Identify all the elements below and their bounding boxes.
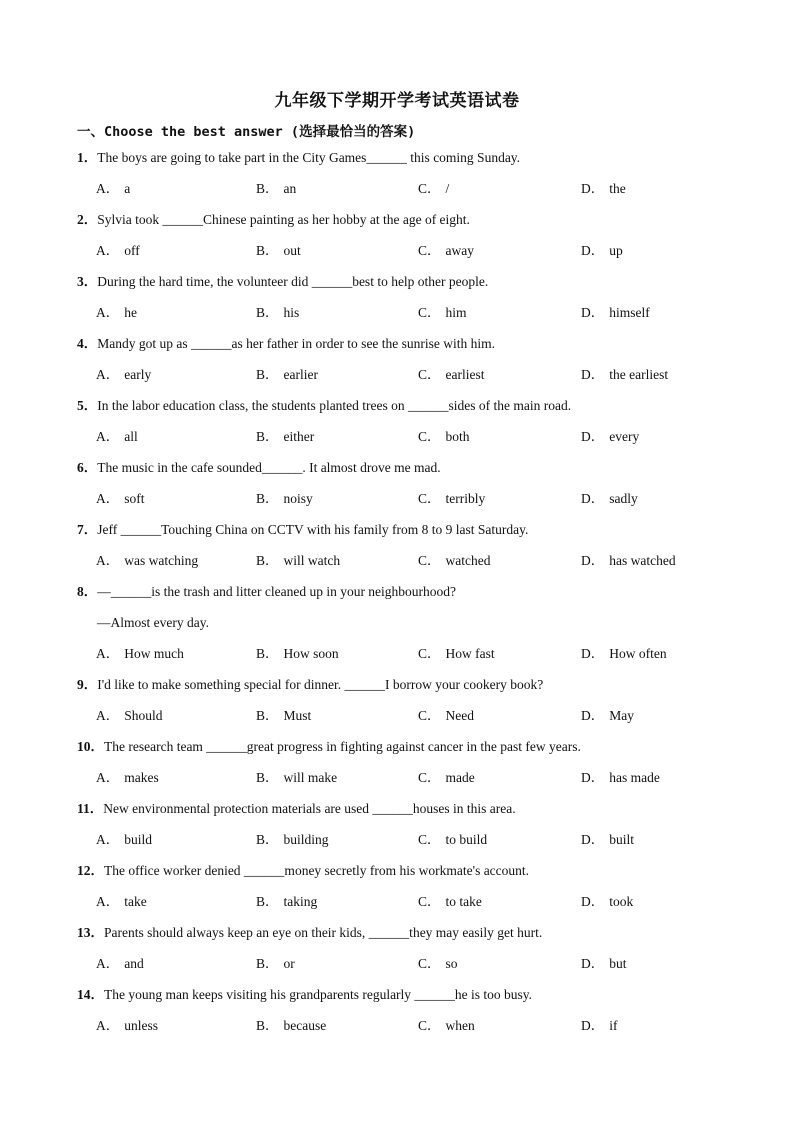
option-letter: D． — [581, 1018, 605, 1033]
answer-option — [96, 762, 159, 793]
question-number: 5． — [77, 398, 98, 413]
option-text: build — [124, 832, 153, 847]
option-letter: A． — [96, 553, 120, 568]
question-list — [0, 142, 794, 1041]
answer-option — [256, 948, 295, 979]
answer-option — [256, 824, 329, 855]
answer-option — [96, 1010, 158, 1041]
option-text: when — [445, 1018, 475, 1033]
question-number: 2． — [77, 212, 98, 227]
option-letter: A． — [96, 491, 120, 506]
question-stem — [0, 731, 794, 762]
answer-option — [96, 173, 130, 204]
option-text: and — [124, 956, 144, 971]
question-text: Mandy got up as ______as her father in order to see the sunrise with him. — [97, 336, 496, 351]
answer-option — [418, 545, 491, 576]
option-text: sadly — [609, 491, 638, 506]
question-stem — [0, 204, 794, 235]
question-stem — [0, 328, 794, 359]
option-letter: A． — [96, 243, 120, 258]
option-text: early — [124, 367, 152, 382]
option-letter: D． — [581, 367, 605, 382]
question-text: The music in the cafe sounded______. It almost drove me mad. — [97, 460, 441, 475]
answer-option — [418, 359, 485, 390]
option-letter: D． — [581, 305, 605, 320]
option-letter: B． — [256, 305, 279, 320]
option-letter: D． — [581, 491, 605, 506]
question-text: The young man keeps visiting his grandparents regularly ______he is too busy. — [104, 987, 533, 1002]
answer-option — [96, 948, 144, 979]
option-letter: D． — [581, 243, 605, 258]
answer-option — [581, 235, 623, 266]
option-row — [0, 700, 794, 731]
option-letter: C． — [418, 1018, 441, 1033]
option-text: the — [609, 181, 626, 196]
option-letter: B． — [256, 553, 279, 568]
answer-option — [581, 359, 668, 390]
option-text: both — [445, 429, 470, 444]
option-letter: D． — [581, 646, 605, 661]
answer-option — [581, 762, 660, 793]
option-text: makes — [124, 770, 159, 785]
answer-option — [96, 700, 163, 731]
question-number: 14． — [77, 987, 104, 1002]
option-letter: C． — [418, 832, 441, 847]
option-row — [0, 545, 794, 576]
option-text: to build — [445, 832, 488, 847]
option-text: himself — [609, 305, 650, 320]
question-stem — [0, 669, 794, 700]
question-text: I'd like to make something special for dinner. ______I borrow your cookery book? — [97, 677, 544, 692]
option-text: / — [445, 181, 450, 196]
option-text: soft — [124, 491, 145, 506]
page-title: 九年级下学期开学考试英语试卷 — [274, 91, 520, 111]
answer-option — [581, 824, 634, 855]
question-number: 7． — [77, 522, 98, 537]
option-letter: A． — [96, 956, 120, 971]
option-letter: A． — [96, 646, 120, 661]
option-text: out — [283, 243, 301, 258]
option-text: but — [609, 956, 627, 971]
option-text: off — [124, 243, 140, 258]
question-stem — [0, 514, 794, 545]
question-stem — [0, 576, 794, 607]
question-stem — [0, 979, 794, 1010]
option-letter: A． — [96, 181, 120, 196]
answer-option — [256, 638, 339, 669]
option-text: every — [609, 429, 640, 444]
option-text: has made — [609, 770, 660, 785]
option-text: building — [283, 832, 329, 847]
option-letter: C． — [418, 956, 441, 971]
option-text: built — [609, 832, 635, 847]
answer-option — [96, 545, 198, 576]
answer-option — [418, 483, 485, 514]
option-letter: A． — [96, 429, 120, 444]
question-stem — [0, 266, 794, 297]
question-text: Parents should always keep an eye on their kids, ______they may easily get hurt. — [104, 925, 543, 940]
option-text: will watch — [283, 553, 341, 568]
question-number: 9． — [77, 677, 98, 692]
answer-option — [256, 545, 340, 576]
option-row — [0, 173, 794, 204]
option-letter: C． — [418, 646, 441, 661]
option-letter: A． — [96, 894, 120, 909]
option-letter: A． — [96, 305, 120, 320]
answer-option — [256, 700, 311, 731]
answer-option — [256, 762, 337, 793]
option-letter: B． — [256, 367, 279, 382]
answer-option — [581, 948, 627, 979]
option-text: up — [609, 243, 623, 258]
answer-option — [581, 886, 633, 917]
question-number: 12． — [77, 863, 104, 878]
question-number: 1． — [77, 150, 98, 165]
answer-option — [581, 545, 676, 576]
option-letter: D． — [581, 770, 605, 785]
answer-option — [256, 359, 318, 390]
option-letter: D． — [581, 181, 605, 196]
question-stem — [0, 452, 794, 483]
option-row — [0, 886, 794, 917]
option-text: May — [609, 708, 634, 723]
question-stem — [0, 917, 794, 948]
answer-option — [418, 948, 458, 979]
option-letter: D． — [581, 956, 605, 971]
answer-option — [96, 359, 151, 390]
option-text: How often — [609, 646, 667, 661]
question-text: Sylvia took ______Chinese painting as her hobby at the age of eight. — [97, 212, 470, 227]
option-row — [0, 824, 794, 855]
option-text: How fast — [445, 646, 495, 661]
answer-option — [256, 297, 299, 328]
option-letter: B． — [256, 491, 279, 506]
option-letter: A． — [96, 770, 120, 785]
answer-option — [256, 483, 313, 514]
option-row — [0, 359, 794, 390]
option-text: noisy — [283, 491, 313, 506]
option-row — [0, 297, 794, 328]
option-text: him — [445, 305, 467, 320]
answer-option — [418, 638, 495, 669]
option-text: a — [124, 181, 131, 196]
question-number: 4． — [77, 336, 98, 351]
option-letter: C． — [418, 429, 441, 444]
option-text: the earliest — [609, 367, 669, 382]
option-text: will make — [283, 770, 338, 785]
question-text: Jeff ______Touching China on CCTV with his family from 8 to 9 last Saturday. — [97, 522, 529, 537]
option-text: earliest — [445, 367, 485, 382]
option-letter: B． — [256, 770, 279, 785]
option-text: How much — [124, 646, 184, 661]
option-text: if — [609, 1018, 618, 1033]
option-text: made — [445, 770, 475, 785]
option-letter: D． — [581, 553, 605, 568]
option-text: Should — [124, 708, 163, 723]
option-text: so — [445, 956, 458, 971]
option-letter: D． — [581, 708, 605, 723]
answer-option — [96, 638, 184, 669]
answer-option — [418, 297, 467, 328]
question-text: —______is the trash and litter cleaned up in your neighbourhood? — [97, 584, 457, 599]
option-letter: D． — [581, 832, 605, 847]
question-text: During the hard time, the volunteer did ______best to help other people. — [97, 274, 489, 289]
answer-option — [256, 235, 301, 266]
option-text: or — [283, 956, 295, 971]
answer-option — [96, 297, 137, 328]
option-text: unless — [124, 1018, 158, 1033]
question-text: The boys are going to take part in the City Games______ this coming Sunday. — [97, 150, 521, 165]
option-row — [0, 483, 794, 514]
option-letter: A． — [96, 832, 120, 847]
option-row — [0, 421, 794, 452]
answer-option — [418, 421, 470, 452]
answer-option — [96, 886, 147, 917]
answer-option — [96, 483, 145, 514]
answer-option — [581, 297, 650, 328]
option-letter: C． — [418, 894, 441, 909]
option-text: has watched — [609, 553, 676, 568]
answer-option — [581, 421, 639, 452]
question-stem — [0, 793, 794, 824]
option-letter: C． — [418, 367, 441, 382]
answer-option — [96, 421, 138, 452]
answer-option — [418, 1010, 475, 1041]
option-text: Must — [283, 708, 312, 723]
answer-option — [418, 173, 449, 204]
option-letter: B． — [256, 956, 279, 971]
option-letter: B． — [256, 429, 279, 444]
question-number: 6． — [77, 460, 98, 475]
question-stem — [0, 855, 794, 886]
question-text: New environmental protection materials are used ______houses in this area. — [103, 801, 516, 816]
option-text: to take — [445, 894, 482, 909]
option-text: an — [283, 181, 297, 196]
answer-option — [418, 886, 482, 917]
option-row — [0, 638, 794, 669]
option-letter: A． — [96, 708, 120, 723]
question-number: 3． — [77, 274, 98, 289]
option-letter: B． — [256, 1018, 279, 1033]
answer-option — [256, 421, 314, 452]
option-text: all — [124, 429, 138, 444]
option-row — [0, 1010, 794, 1041]
answer-option — [581, 173, 626, 204]
option-letter: C． — [418, 770, 441, 785]
option-text: terribly — [445, 491, 486, 506]
option-letter: C． — [418, 181, 441, 196]
question-text: The office worker denied ______money secretly from his workmate's account. — [104, 863, 530, 878]
option-text: he — [124, 305, 137, 320]
option-row — [0, 235, 794, 266]
question-text: In the labor education class, the students planted trees on ______sides of the main road. — [97, 398, 572, 413]
answer-option — [418, 824, 487, 855]
answer-option — [256, 1010, 326, 1041]
option-letter: C． — [418, 708, 441, 723]
option-letter: C． — [418, 553, 441, 568]
option-text: earlier — [283, 367, 318, 382]
option-letter: A． — [96, 367, 120, 382]
option-letter: B． — [256, 181, 279, 196]
option-text: either — [283, 429, 315, 444]
option-letter: B． — [256, 832, 279, 847]
option-letter: C． — [418, 491, 441, 506]
question-dialogue-line: —Almost every day. — [97, 615, 209, 630]
option-letter: C． — [418, 243, 441, 258]
option-letter: B． — [256, 708, 279, 723]
question-number: 11． — [77, 801, 104, 816]
option-row — [0, 762, 794, 793]
section-heading: 一、Choose the best answer (选择最恰当的答案) — [77, 124, 416, 140]
option-letter: A． — [96, 1018, 120, 1033]
answer-option — [256, 886, 317, 917]
option-row — [0, 948, 794, 979]
option-text: taking — [283, 894, 318, 909]
answer-option — [581, 700, 634, 731]
option-text: watched — [445, 553, 491, 568]
option-text: because — [283, 1018, 327, 1033]
question-number: 10． — [77, 739, 104, 754]
option-letter: C． — [418, 305, 441, 320]
option-letter: B． — [256, 243, 279, 258]
option-text: Need — [445, 708, 474, 723]
question-stem — [0, 142, 794, 173]
answer-option — [581, 1010, 618, 1041]
option-letter: D． — [581, 429, 605, 444]
option-text: took — [609, 894, 634, 909]
answer-option — [418, 235, 474, 266]
question-number: 13． — [77, 925, 104, 940]
answer-option — [256, 173, 296, 204]
answer-option — [96, 235, 140, 266]
option-text: was watching — [124, 553, 199, 568]
option-letter: B． — [256, 894, 279, 909]
option-text: away — [445, 243, 474, 258]
question-text: The research team ______great progress in fighting against cancer in the past few years. — [104, 739, 581, 754]
answer-option — [581, 638, 667, 669]
answer-option — [418, 700, 474, 731]
answer-option — [96, 824, 152, 855]
answer-option — [581, 483, 638, 514]
option-text: How soon — [283, 646, 339, 661]
answer-option — [418, 762, 475, 793]
option-text: take — [124, 894, 147, 909]
question-number: 8． — [77, 584, 98, 599]
option-letter: B． — [256, 646, 279, 661]
option-letter: D． — [581, 894, 605, 909]
option-text: his — [283, 305, 300, 320]
question-stem — [0, 390, 794, 421]
